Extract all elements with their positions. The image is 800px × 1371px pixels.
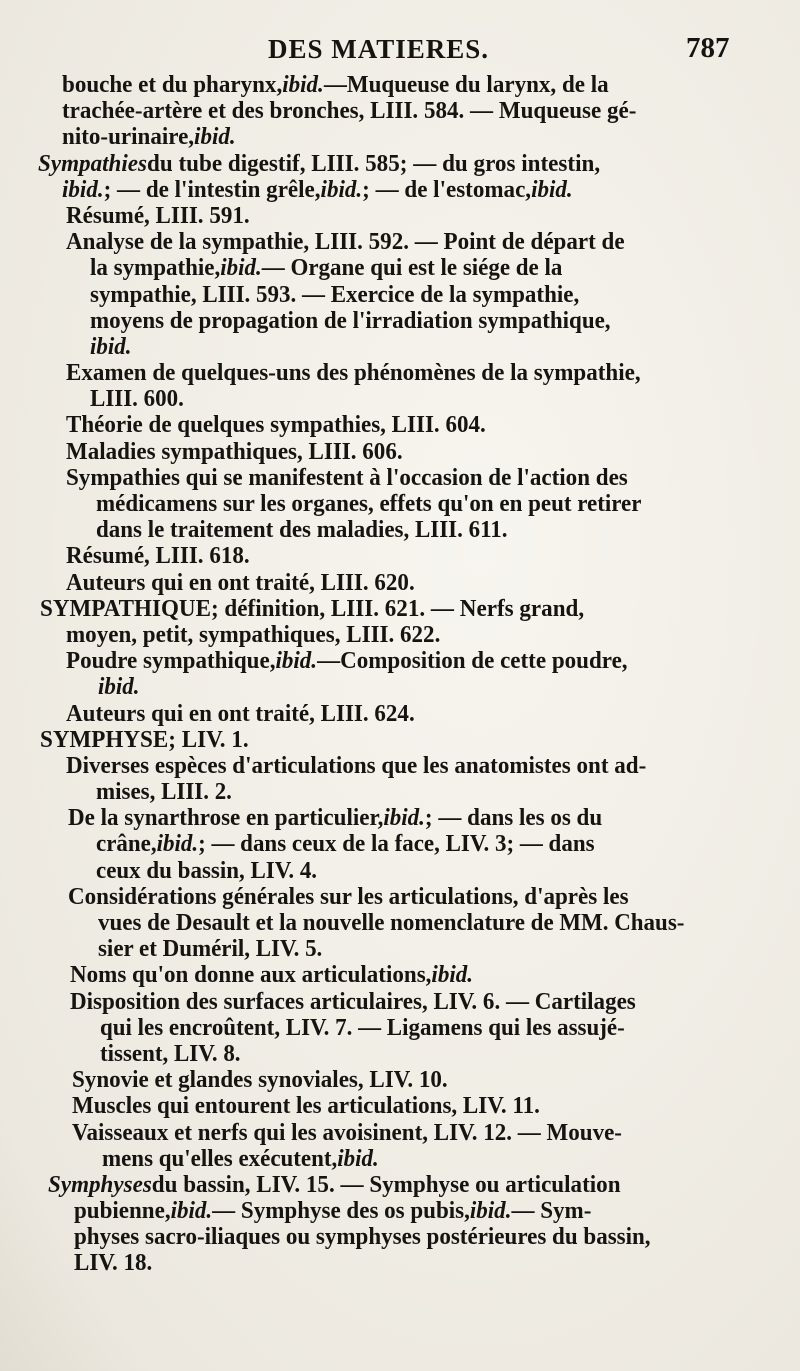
index-line	[0, 727, 800, 753]
italic-text: ibid.	[220, 254, 262, 282]
index-line	[0, 334, 800, 360]
index-line	[0, 989, 800, 1015]
index-line	[0, 674, 800, 700]
index-line	[0, 72, 800, 98]
line-text: Auteurs qui en ont traité, LIII. 624.	[66, 699, 415, 727]
index-line	[0, 412, 800, 438]
index-line	[0, 203, 800, 229]
index-line	[0, 360, 800, 386]
line-text: ; — dans les os du	[424, 804, 603, 832]
line-text: Sympathies qui se manifestent à l'occasion de l'action des	[66, 463, 628, 491]
index-line	[0, 177, 800, 203]
line-text: — Sym-	[511, 1197, 592, 1225]
line-text: Synovie et glandes synoviales, LIV. 10.	[72, 1066, 448, 1094]
line-text: ; — de l'intestin grêle,	[103, 175, 321, 203]
line-text: LIII. 600.	[90, 385, 184, 413]
italic-text: ibid.	[383, 804, 425, 832]
index-line	[0, 1224, 800, 1250]
line-text: —Muqueuse du larynx, de la	[323, 71, 609, 98]
line-text: mises, LIII. 2.	[96, 778, 232, 806]
line-text: la sympathie,	[90, 254, 221, 282]
line-text: — Organe qui est le siége de la	[261, 254, 563, 282]
index-line	[0, 570, 800, 596]
italic-text: ibid.	[98, 673, 140, 701]
index-line	[0, 701, 800, 727]
line-text: Maladies sympathiques, LIII. 606.	[66, 437, 403, 465]
line-text: médicamens sur les organes, effets qu'on en peut retirer	[96, 490, 642, 517]
italic-text: ibid.	[62, 175, 104, 203]
index-line	[0, 439, 800, 465]
index-line	[0, 491, 800, 517]
index-line	[0, 858, 800, 884]
line-text: nito-urinaire,	[62, 123, 195, 151]
line-text: du bassin, LIV. 15. — Symphyse ou articulation	[151, 1170, 621, 1198]
index-line	[0, 282, 800, 308]
line-text: mens qu'elles exécutent,	[102, 1144, 338, 1172]
index-line	[0, 386, 800, 412]
italic-text: ibid.	[170, 1197, 213, 1225]
italic-text: ibid.	[431, 961, 473, 989]
italic-text: Symphyses	[48, 1170, 152, 1198]
line-text: —Composition de cette poudre,	[317, 647, 628, 675]
index-line	[0, 622, 800, 648]
index-line	[0, 648, 800, 674]
line-text: pubienne,	[74, 1197, 171, 1225]
line-text: Analyse de la sympathie, LIII. 592. — Point de départ de	[66, 228, 625, 256]
line-text: SYMPHYSE; LIV. 1.	[40, 725, 249, 753]
index-line	[0, 1067, 800, 1093]
index-line	[0, 1250, 800, 1276]
line-text: Théorie de quelques sympathies, LIII. 604.	[66, 411, 486, 439]
line-text: bouche et du pharynx,	[62, 71, 283, 98]
line-text: moyens de propagation de l'irradiation sympathique,	[90, 306, 611, 334]
line-text: De la synarthrose en particulier,	[68, 804, 384, 832]
line-text: Considérations générales sur les articulations, d'après les	[68, 882, 629, 910]
line-text: Diverses espèces d'articulations que les anatomistes ont ad-	[66, 751, 647, 779]
header-title: DES MATIERES.	[268, 34, 490, 64]
index-line	[0, 884, 800, 910]
index-line	[0, 936, 800, 962]
index-line	[0, 229, 800, 255]
index-line	[0, 1041, 800, 1067]
index-line	[0, 151, 800, 177]
index-body	[0, 72, 800, 1277]
index-line	[0, 779, 800, 805]
line-text: sier et Duméril, LIV. 5.	[98, 935, 323, 963]
line-text: Auteurs qui en ont traité, LIII. 620.	[66, 568, 415, 596]
line-text: crâne,	[96, 830, 157, 858]
index-line	[0, 1015, 800, 1041]
line-text: qui les encroûtent, LIV. 7. — Ligamens qui les assujé-	[100, 1013, 625, 1041]
running-header	[0, 30, 800, 70]
index-line	[0, 98, 800, 124]
line-text: Poudre sympathique,	[66, 647, 276, 675]
index-line	[0, 308, 800, 334]
italic-text: ibid.	[320, 175, 363, 203]
index-line	[0, 753, 800, 779]
line-text: Résumé, LIII. 591.	[66, 201, 250, 229]
line-text: Muscles qui entourent les articulations, LIV. 11.	[72, 1092, 540, 1120]
line-text: sympathie, LIII. 593. — Exercice de la sympathie,	[90, 280, 580, 308]
italic-text: Sympathies	[38, 149, 148, 177]
italic-text: ibid.	[156, 830, 199, 858]
index-line	[0, 1172, 800, 1198]
line-text: ceux du bassin, LIV. 4.	[96, 856, 318, 884]
line-text: Disposition des surfaces articulaires, LIV. 6. — Cartilages	[70, 987, 636, 1015]
italic-text: ibid.	[282, 71, 324, 98]
line-text: Noms qu'on donne aux articulations,	[70, 961, 432, 989]
italic-text: ibid.	[337, 1144, 379, 1172]
line-text: Résumé, LIII. 618.	[66, 542, 250, 570]
index-line	[0, 517, 800, 543]
index-line	[0, 805, 800, 831]
index-line	[0, 1198, 800, 1224]
line-text: ; — de l'estomac,	[362, 175, 532, 203]
index-line	[0, 1120, 800, 1146]
index-line	[0, 910, 800, 936]
index-line	[0, 596, 800, 622]
line-text: LIV. 18.	[74, 1249, 153, 1277]
index-line	[0, 465, 800, 491]
line-text: tissent, LIV. 8.	[100, 1039, 241, 1067]
index-line	[0, 1093, 800, 1119]
line-text: du tube digestif, LIII. 585; — du gros intestin,	[147, 149, 601, 177]
page-number: 787	[686, 32, 730, 64]
italic-text: ibid.	[531, 175, 573, 203]
italic-text: ibid.	[275, 647, 318, 675]
index-line	[0, 1146, 800, 1172]
line-text: trachée-artère et des bronches, LIII. 584. — Muqueuse gé-	[62, 97, 637, 125]
line-text: Vaisseaux et nerfs qui les avoisinent, LIV. 12. — Mouve-	[72, 1118, 622, 1146]
index-line	[0, 255, 800, 281]
index-line	[0, 543, 800, 569]
index-line	[0, 831, 800, 857]
line-text: — Symphyse des os pubis,	[212, 1197, 470, 1225]
line-text: vues de Desault et la nouvelle nomenclature de MM. Chaus-	[98, 909, 685, 936]
line-text: dans le traitement des maladies, LIII. 611.	[96, 516, 508, 544]
italic-text: ibid.	[469, 1197, 512, 1225]
line-text: physes sacro-iliaques ou symphyses postérieures du bassin,	[74, 1223, 651, 1251]
line-text: moyen, petit, sympathiques, LIII. 622.	[66, 620, 441, 648]
line-text: ; — dans ceux de la face, LIV. 3; — dans	[198, 830, 595, 858]
line-text: Examen de quelques-uns des phénomènes de la sympathie,	[66, 359, 641, 387]
line-text: SYMPATHIQUE; définition, LIII. 621. — Nerfs grand,	[40, 594, 585, 622]
index-line	[0, 124, 800, 150]
italic-text: ibid.	[194, 123, 236, 151]
italic-text: ibid.	[90, 332, 132, 360]
index-line	[0, 962, 800, 988]
